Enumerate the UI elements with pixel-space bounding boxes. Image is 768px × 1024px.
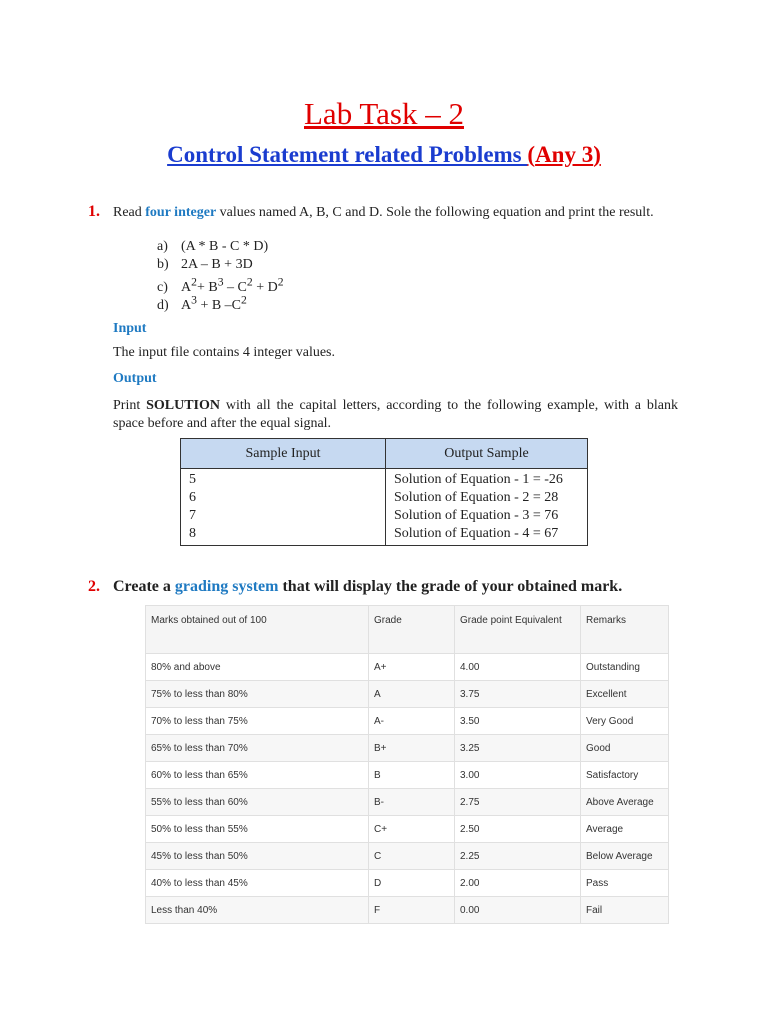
sample-io-table [180, 438, 588, 546]
equation-label: a) [157, 239, 168, 254]
table-row [146, 789, 669, 816]
subtitle-any: Any 3 [535, 142, 594, 167]
sample-input-cell [181, 469, 386, 546]
equation-label: c) [157, 279, 168, 295]
grade-point-cell: 3.00 [455, 762, 581, 789]
table-row [146, 870, 669, 897]
grade-point-cell: 4.00 [455, 654, 581, 681]
question-2-text [113, 578, 622, 596]
sample-input-value: 8 [189, 526, 196, 541]
table-row [146, 762, 669, 789]
equation-expression: $A^3 + B$ $-C^2$ [181, 293, 247, 313]
grade-point-cell: 3.25 [455, 735, 581, 762]
equation-expression: $A^2+ B^3 - C^2 + D^2$ [181, 275, 284, 295]
remarks-cell: Outstanding [581, 654, 669, 681]
remarks-cell: Above Average [581, 789, 669, 816]
q2-highlight: grading system [174, 578, 279, 595]
remarks-cell: Good [581, 735, 669, 762]
page-title: Lab Task – 2 [304, 96, 464, 131]
grade-point-cell: 2.50 [455, 816, 581, 843]
output-heading: Output [113, 371, 157, 386]
q2-text-post: that will display the grade of your obtained mark. [278, 578, 623, 595]
grade-cell: C+ [369, 816, 455, 843]
grade-point-cell: 2.25 [455, 843, 581, 870]
grade-cell: B+ [369, 735, 455, 762]
subtitle-close-paren: ) [593, 142, 601, 167]
grading-table [145, 605, 669, 924]
grade-point-cell: 2.75 [455, 789, 581, 816]
output-post: with all the capital letters, according to the following example, with a blank space before and after the equal signal. [113, 398, 678, 431]
q1-highlight: four integer [145, 205, 217, 220]
equation-expression: 2A – B + 3D [181, 257, 253, 272]
equation-item [157, 257, 253, 273]
grade-cell: B [369, 762, 455, 789]
sample-output-value: Solution of Equation - 3 = 76 [394, 508, 559, 523]
remarks-cell: Satisfactory [581, 762, 669, 789]
sample-input-value: 7 [189, 508, 196, 523]
marks-range-cell: 55% to less than 60% [146, 789, 369, 816]
grade-cell: A- [369, 708, 455, 735]
grade-header-point: Grade point Equivalent [455, 606, 581, 654]
grade-header-marks: Marks obtained out of 100 [146, 606, 369, 654]
marks-range-cell: 75% to less than 80% [146, 681, 369, 708]
table-row [146, 816, 669, 843]
sample-output-value: Solution of Equation - 2 = 28 [394, 490, 559, 505]
output-pre: Print [113, 398, 147, 413]
equation-expression: (A * B - C * D) [181, 239, 269, 254]
marks-range-cell: Less than 40% [146, 897, 369, 924]
equation-item [157, 239, 268, 255]
q2-text-pre: Create a [113, 578, 175, 595]
grade-header-grade: Grade [369, 606, 455, 654]
sample-input-value: 6 [189, 490, 196, 505]
remarks-cell: Excellent [581, 681, 669, 708]
sample-output-cell [386, 469, 588, 546]
q1-text-post: values named A, B, C and D. Sole the following equation and print the result. [216, 205, 654, 220]
grade-point-cell: 3.50 [455, 708, 581, 735]
grade-cell: A [369, 681, 455, 708]
remarks-cell: Very Good [581, 708, 669, 735]
output-description [113, 397, 678, 433]
output-sample-header: Output Sample [386, 439, 588, 469]
sample-output-value: Solution of Equation - 4 = 67 [394, 526, 559, 541]
grade-header-remarks: Remarks [581, 606, 669, 654]
grade-table-body [146, 654, 669, 924]
marks-range-cell: 40% to less than 45% [146, 870, 369, 897]
marks-range-cell: 80% and above [146, 654, 369, 681]
question-1-number: 1. [88, 203, 100, 220]
subtitle-open-paren: ( [527, 142, 536, 167]
grade-point-cell: 2.00 [455, 870, 581, 897]
sample-input-value: 5 [189, 472, 196, 487]
grade-point-cell: 0.00 [455, 897, 581, 924]
remarks-cell: Below Average [581, 843, 669, 870]
equation-label: d) [157, 297, 169, 313]
remarks-cell: Pass [581, 870, 669, 897]
question-2-number: 2. [88, 578, 100, 595]
subtitle-main: Control Statement related Problems [167, 142, 528, 167]
equation-label: b) [157, 257, 169, 272]
marks-range-cell: 50% to less than 55% [146, 816, 369, 843]
page-subtitle [0, 142, 768, 168]
input-description: The input file contains 4 integer values. [113, 345, 335, 360]
grade-cell: B- [369, 789, 455, 816]
equation-item [157, 293, 247, 314]
question-1-text [113, 204, 678, 222]
marks-range-cell: 65% to less than 70% [146, 735, 369, 762]
input-heading: Input [113, 321, 147, 336]
table-row [146, 681, 669, 708]
grade-point-cell: 3.75 [455, 681, 581, 708]
grade-cell: F [369, 897, 455, 924]
marks-range-cell: 60% to less than 65% [146, 762, 369, 789]
remarks-cell: Average [581, 816, 669, 843]
table-row [146, 735, 669, 762]
grade-cell: A+ [369, 654, 455, 681]
marks-range-cell: 45% to less than 50% [146, 843, 369, 870]
grade-cell: C [369, 843, 455, 870]
sample-input-header: Sample Input [181, 439, 386, 469]
marks-range-cell: 70% to less than 75% [146, 708, 369, 735]
sample-output-value: Solution of Equation - 1 = -26 [394, 472, 563, 487]
table-row [146, 897, 669, 924]
output-bold: SOLUTION [146, 398, 221, 413]
grade-cell: D [369, 870, 455, 897]
table-row [146, 843, 669, 870]
q1-text-pre: Read [113, 205, 146, 220]
remarks-cell: Fail [581, 897, 669, 924]
table-row [146, 708, 669, 735]
table-row [146, 654, 669, 681]
